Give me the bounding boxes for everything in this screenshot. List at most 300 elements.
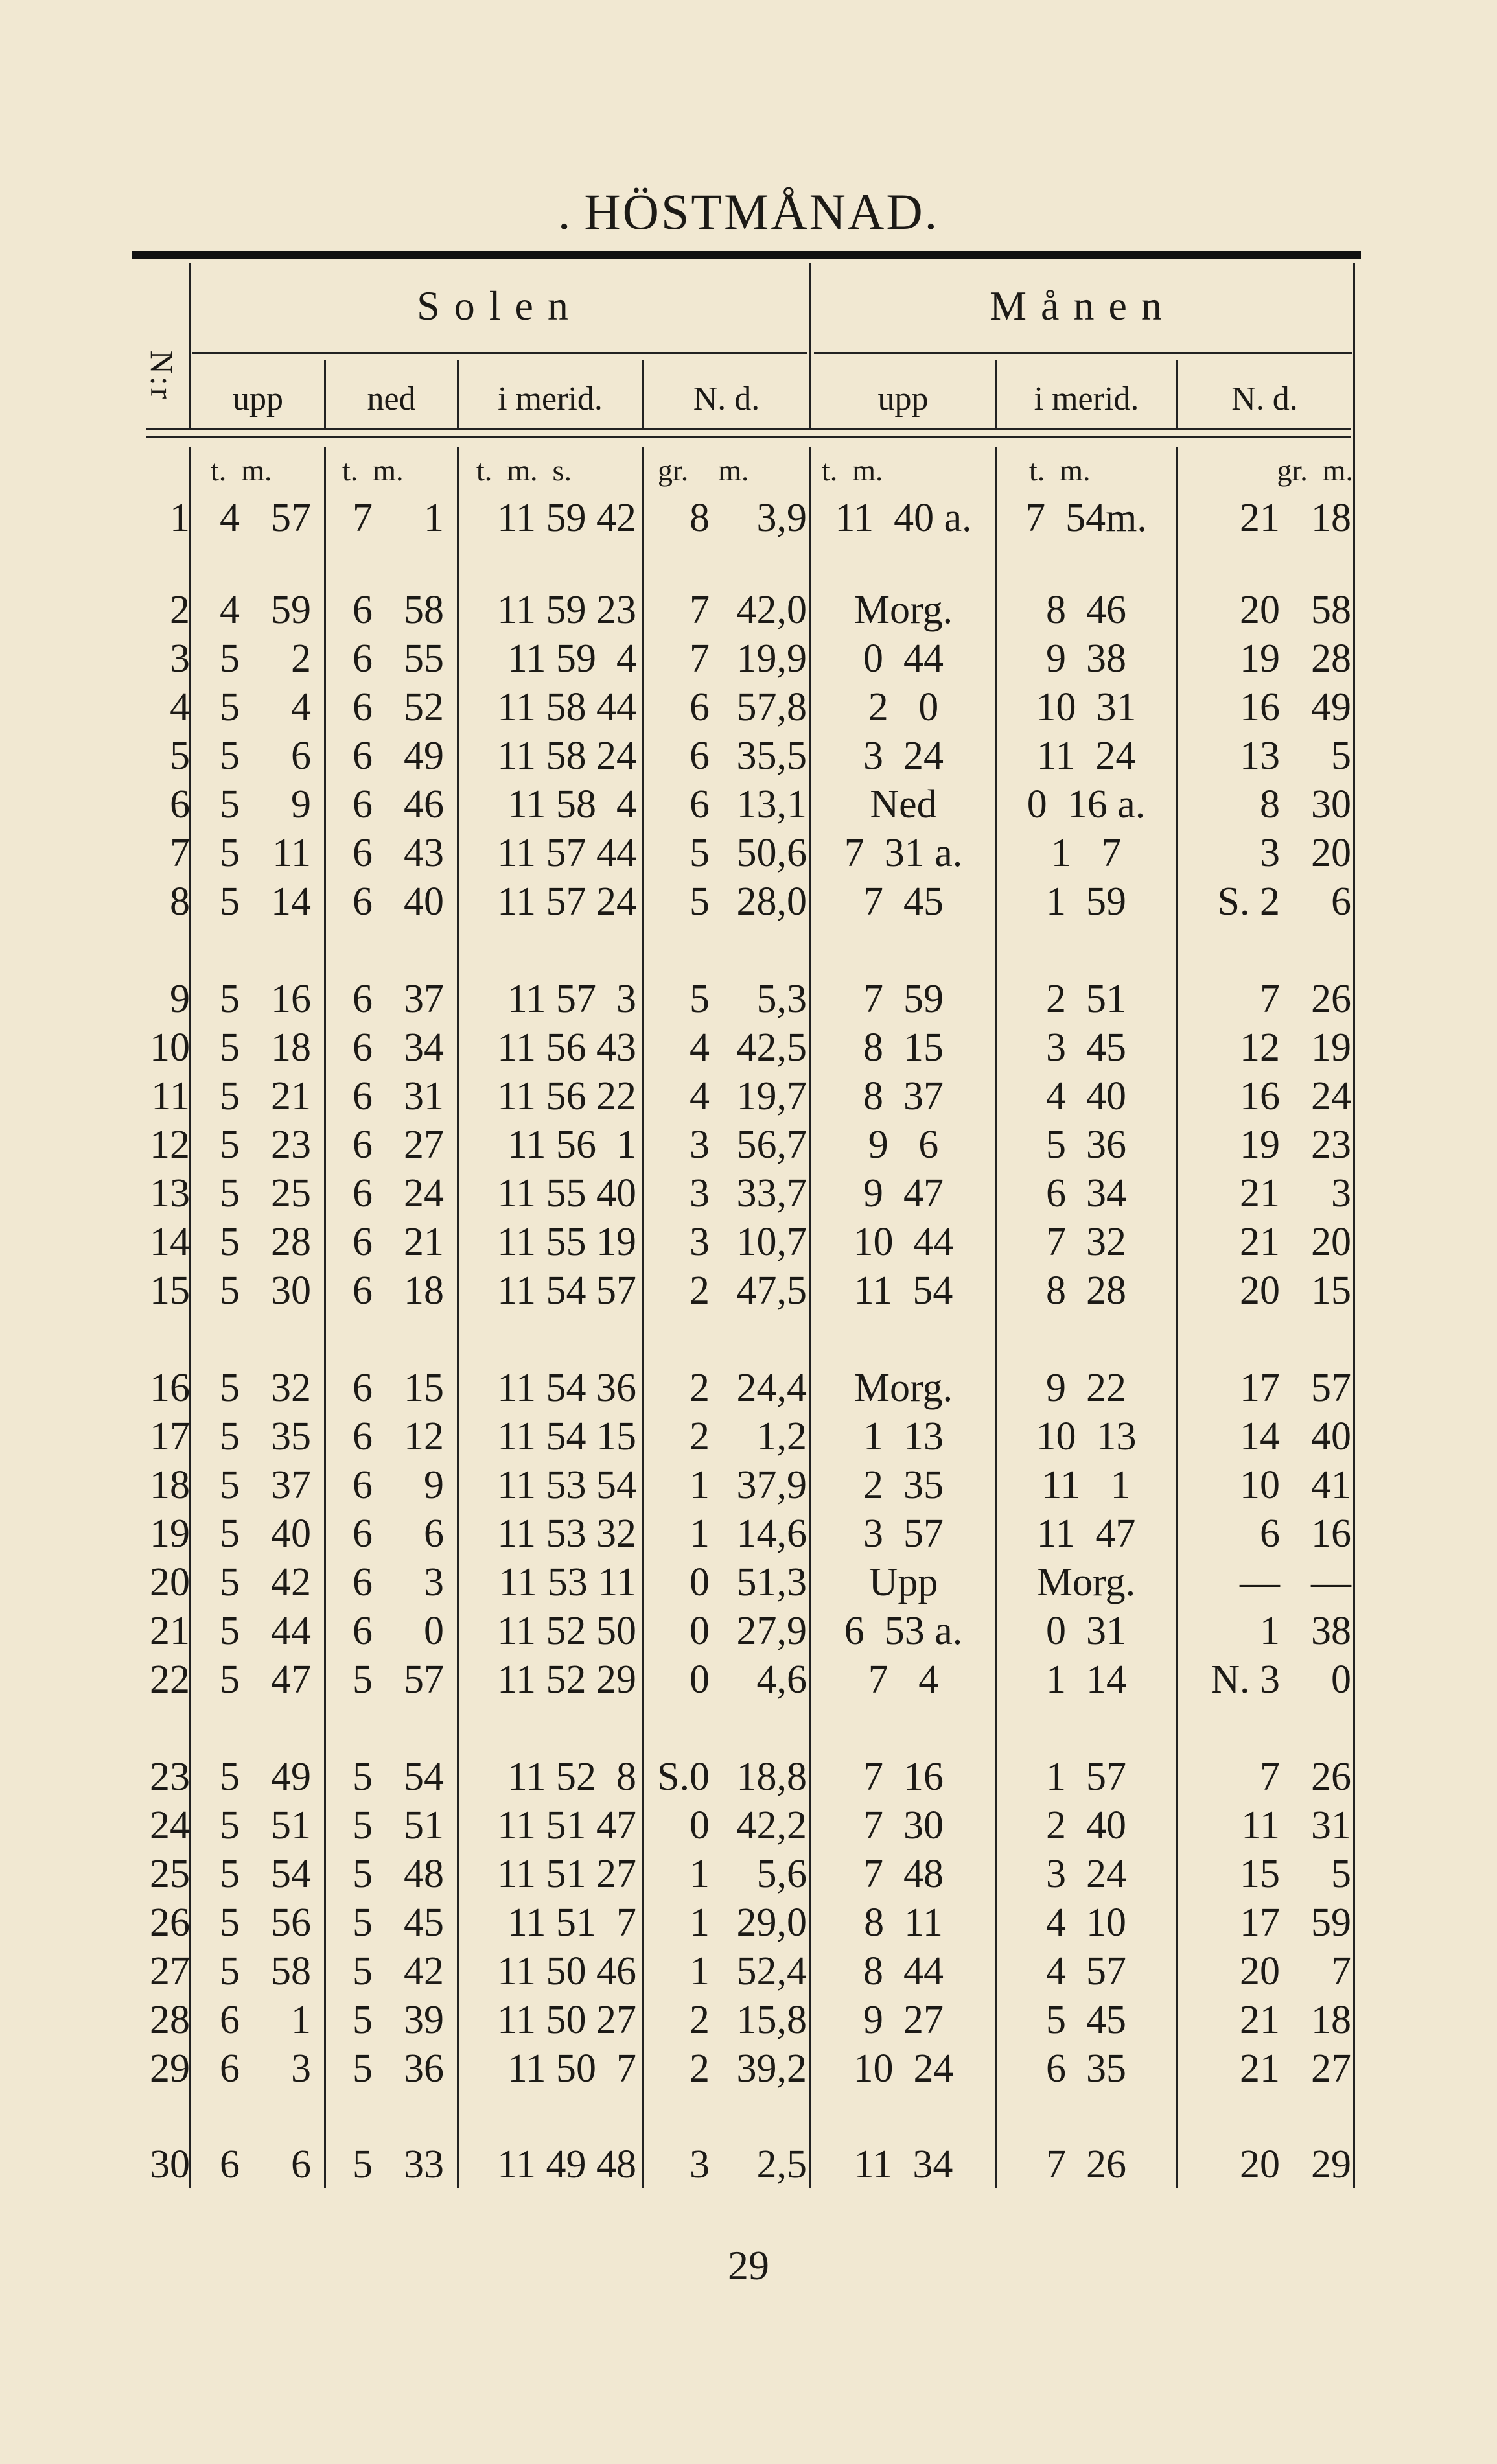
- day-number: 14: [150, 1220, 190, 1264]
- day-number: 25: [150, 1852, 190, 1896]
- moon-rise-time: 11 40 a.: [835, 496, 972, 540]
- sun-set-hour: 6: [353, 831, 373, 875]
- sun-rise-hour: 6: [220, 1998, 240, 2042]
- unit-sun-declination: gr. m.: [658, 454, 749, 487]
- moon-rise-time: 11 34: [853, 2142, 953, 2187]
- sun-set-hour: 6: [353, 1609, 373, 1653]
- moon-declination-minutes: 27: [1311, 2047, 1351, 2091]
- page-number: 29: [728, 2242, 769, 2288]
- moon-rise-time: Upp: [868, 1560, 938, 1604]
- sun-declination-minutes: 57,8: [736, 685, 807, 729]
- moon-meridian-time: 3 24: [1046, 1852, 1126, 1896]
- sun-meridian-time: 11 51 27: [497, 1852, 636, 1896]
- sun-meridian-header: i merid.: [498, 381, 603, 417]
- header-bottom-rule-2: [146, 436, 1351, 438]
- moon-declination-degrees: 19: [1240, 637, 1280, 681]
- sun-declination-degrees: 7: [690, 588, 710, 632]
- sun-declination-minutes: 5,6: [756, 1852, 807, 1896]
- moon-declination-minutes: 6: [1331, 880, 1351, 924]
- sun-set-hour: 6: [353, 1560, 373, 1604]
- sun-rise-minute: 47: [271, 1658, 311, 1702]
- moon-meridian-time: 2 51: [1046, 977, 1126, 1021]
- moon-meridian-time: 7 26: [1046, 2142, 1126, 2187]
- moon-declination-minutes: 20: [1311, 831, 1351, 875]
- sun-meridian-time: 11 53 54: [497, 1463, 636, 1507]
- moon-declination-degrees: 6: [1260, 1512, 1280, 1556]
- sun-declination-degrees: 2: [690, 1414, 710, 1459]
- sun-declination-degrees: 2: [690, 1998, 710, 2042]
- moon-declination-degrees: 21: [1240, 1220, 1280, 1264]
- unit-moon-declination: gr. m.: [1277, 454, 1353, 487]
- sun-rise-hour: 5: [220, 1220, 240, 1264]
- sun-rise-hour: 4: [220, 496, 240, 540]
- sun-declination-minutes: 4,6: [756, 1658, 807, 1702]
- moon-meridian-time: 8 46: [1046, 588, 1126, 632]
- moon-meridian-time: 10 13: [1036, 1414, 1137, 1459]
- moon-declination-header: N. d.: [1231, 381, 1298, 417]
- sun-header: Solen: [417, 283, 583, 329]
- moon-meridian-time: 3 45: [1046, 1026, 1126, 1070]
- moon-meridian-time: 1 59: [1046, 880, 1126, 924]
- moon-rise-time: 8 44: [863, 1949, 944, 1993]
- sun-meridian-time: 11 54 57: [497, 1269, 636, 1313]
- sun-rise-hour: 5: [220, 1074, 240, 1118]
- day-number: 13: [150, 1171, 190, 1215]
- sun-declination-degrees: 3: [690, 1123, 710, 1167]
- day-number: 2: [170, 588, 190, 632]
- day-number: 11: [151, 1074, 190, 1118]
- sun-rise-hour: 5: [220, 1414, 240, 1459]
- sun-set-minute: 40: [404, 880, 444, 924]
- moon-declination-degrees: 11: [1241, 1803, 1280, 1848]
- sun-declination-degrees: 1: [690, 1463, 710, 1507]
- sun-rise-hour: 5: [220, 880, 240, 924]
- sun-declination-minutes: 3,9: [756, 496, 807, 540]
- sun-set-hour: 7: [353, 496, 373, 540]
- sun-rise-hour: 5: [220, 1026, 240, 1070]
- moon-declination-degrees: 10: [1240, 1463, 1280, 1507]
- sun-declination-degrees: 0: [690, 1560, 710, 1604]
- sun-rise-minute: 9: [291, 782, 311, 827]
- moon-declination-degrees: 1: [1260, 1609, 1280, 1653]
- moon-rise-time: Morg.: [853, 1366, 953, 1410]
- moon-declination-minutes: 0: [1331, 1658, 1351, 1702]
- header-subrule-moon: [814, 352, 1352, 354]
- sun-declination-degrees: 6: [690, 685, 710, 729]
- sun-set-hour: 5: [353, 1658, 373, 1702]
- sun-declination-degrees: 3: [690, 1220, 710, 1264]
- moon-declination-minutes: —: [1311, 1560, 1351, 1604]
- sun-rise-minute: 25: [271, 1171, 311, 1215]
- sun-rise-minute: 35: [271, 1414, 311, 1459]
- sun-set-minute: 45: [404, 1901, 444, 1945]
- sun-rise-hour: 5: [220, 1366, 240, 1410]
- moon-meridian-time: 1 57: [1046, 1755, 1126, 1799]
- sun-set-hour: 6: [353, 880, 373, 924]
- moon-rise-time: 2 35: [863, 1463, 944, 1507]
- moon-rise-time: 0 44: [863, 637, 944, 681]
- sun-set-hour: 6: [353, 1026, 373, 1070]
- day-number: 4: [170, 685, 190, 729]
- unit-sun-set: t. m.: [342, 454, 404, 487]
- sun-set-minute: 9: [424, 1463, 444, 1507]
- sun-declination-degrees: 2: [690, 1366, 710, 1410]
- sun-declination-minutes: 42,2: [736, 1803, 807, 1848]
- sun-set-hour: 5: [353, 1852, 373, 1896]
- moon-rise-time: Morg.: [853, 588, 953, 632]
- day-number: 15: [150, 1269, 190, 1313]
- sun-declination-minutes: 42,0: [736, 588, 807, 632]
- sun-rise-hour: 6: [220, 2142, 240, 2187]
- sun-set-hour: 5: [353, 1755, 373, 1799]
- moon-declination-degrees: 8: [1260, 782, 1280, 827]
- sun-set-hour: 5: [353, 1949, 373, 1993]
- moon-meridian-time: 11 1: [1041, 1463, 1131, 1507]
- sun-rise-hour: 5: [220, 1560, 240, 1604]
- sun-rise-minute: 28: [271, 1220, 311, 1264]
- sun-set-minute: 0: [424, 1609, 444, 1653]
- title-rule: [132, 251, 1361, 259]
- moon-rise-time: 9 6: [868, 1123, 939, 1167]
- sun-meridian-time: 11 56 43: [497, 1026, 636, 1070]
- moon-declination-degrees: S. 2: [1217, 880, 1280, 924]
- moon-rise-time: 7 4: [868, 1658, 939, 1702]
- moon-declination-minutes: 18: [1311, 496, 1351, 540]
- moon-declination-degrees: 20: [1240, 1949, 1280, 1993]
- col-divider-moon-rise: [995, 447, 997, 2188]
- sun-meridian-time: 11 53 11: [498, 1560, 636, 1604]
- moon-meridian-time: Morg.: [1036, 1560, 1136, 1604]
- sun-meridian-time: 11 59 4: [507, 637, 636, 681]
- unit-moon-meridian: t. m.: [1029, 454, 1091, 487]
- moon-declination-minutes: 30: [1311, 782, 1351, 827]
- sun-rise-minute: 6: [291, 734, 311, 778]
- sun-rise-header: upp: [233, 381, 283, 417]
- sun-set-minute: 48: [404, 1852, 444, 1896]
- unit-sun-rise: t. m.: [211, 454, 272, 487]
- sun-set-minute: 42: [404, 1949, 444, 1993]
- sun-set-header: ned: [367, 381, 416, 417]
- sun-declination-degrees: 4: [690, 1026, 710, 1070]
- sun-rise-hour: 5: [220, 685, 240, 729]
- sun-declination-minutes: 56,7: [736, 1123, 807, 1167]
- sun-set-minute: 31: [404, 1074, 444, 1118]
- sun-declination-minutes: 47,5: [736, 1269, 807, 1313]
- moon-declination-degrees: 15: [1240, 1852, 1280, 1896]
- sun-declination-degrees: 0: [690, 1658, 710, 1702]
- sun-rise-minute: 21: [271, 1074, 311, 1118]
- sun-declination-degrees: 7: [690, 637, 710, 681]
- sun-rise-hour: 5: [220, 831, 240, 875]
- day-number: 24: [150, 1803, 190, 1848]
- sun-rise-minute: 16: [271, 977, 311, 1021]
- day-number: 10: [150, 1026, 190, 1070]
- sun-rise-hour: 5: [220, 734, 240, 778]
- moon-meridian-header: i merid.: [1034, 381, 1139, 417]
- sun-meridian-time: 11 51 47: [497, 1803, 636, 1848]
- moon-meridian-time: 1 7: [1050, 831, 1122, 875]
- moon-declination-degrees: 12: [1240, 1026, 1280, 1070]
- moon-declination-minutes: 24: [1311, 1074, 1351, 1118]
- moon-declination-degrees: 21: [1240, 496, 1280, 540]
- sun-set-hour: 5: [353, 2142, 373, 2187]
- moon-declination-minutes: 49: [1311, 685, 1351, 729]
- sun-rise-minute: 49: [271, 1755, 311, 1799]
- sun-rise-minute: 1: [291, 1998, 311, 2042]
- sun-set-hour: 6: [353, 977, 373, 1021]
- sun-declination-degrees: 1: [690, 1901, 710, 1945]
- col-divider-right-edge: [1353, 263, 1355, 2188]
- sun-declination-minutes: 50,6: [736, 831, 807, 875]
- sun-set-minute: 46: [404, 782, 444, 827]
- sun-rise-minute: 30: [271, 1269, 311, 1313]
- sun-meridian-time: 11 50 46: [497, 1949, 636, 1993]
- moon-declination-degrees: 19: [1240, 1123, 1280, 1167]
- sun-meridian-time: 11 57 24: [497, 880, 636, 924]
- sun-set-minute: 51: [404, 1803, 444, 1848]
- sun-declination-degrees: 8: [690, 496, 710, 540]
- sun-rise-hour: 5: [220, 1269, 240, 1313]
- sun-set-minute: 21: [404, 1220, 444, 1264]
- sun-declination-minutes: 28,0: [736, 880, 807, 924]
- sun-set-hour: 6: [353, 1269, 373, 1313]
- sun-meridian-time: 11 58 24: [497, 734, 636, 778]
- sun-declination-minutes: 15,8: [736, 1998, 807, 2042]
- moon-meridian-time: 0 31: [1046, 1609, 1126, 1653]
- moon-declination-degrees: 17: [1240, 1366, 1280, 1410]
- sun-set-hour: 5: [353, 1803, 373, 1848]
- sun-meridian-time: 11 59 42: [497, 496, 636, 540]
- sun-declination-minutes: 19,7: [736, 1074, 807, 1118]
- sun-rise-minute: 57: [271, 496, 311, 540]
- moon-header: Månen: [990, 283, 1176, 329]
- sun-rise-hour: 5: [220, 1171, 240, 1215]
- sun-set-minute: 34: [404, 1026, 444, 1070]
- sun-declination-minutes: 10,7: [736, 1220, 807, 1264]
- moon-rise-time: 6 53 a.: [844, 1609, 963, 1653]
- moon-declination-degrees: 16: [1240, 1074, 1280, 1118]
- sun-rise-minute: 58: [271, 1949, 311, 1993]
- moon-meridian-time: 9 22: [1046, 1366, 1126, 1410]
- page-title: [0, 183, 1497, 241]
- sun-meridian-time: 11 53 32: [497, 1512, 636, 1556]
- sun-declination-minutes: 52,4: [736, 1949, 807, 1993]
- day-number: 1: [170, 496, 190, 540]
- sun-meridian-time: 11 50 7: [507, 2047, 636, 2091]
- sun-set-minute: 27: [404, 1123, 444, 1167]
- day-number: 21: [150, 1609, 190, 1653]
- moon-meridian-time: 11 24: [1036, 734, 1136, 778]
- moon-declination-degrees: 20: [1240, 588, 1280, 632]
- sun-set-minute: 37: [404, 977, 444, 1021]
- moon-declination-degrees: 7: [1260, 1755, 1280, 1799]
- moon-rise-time: 3 24: [863, 734, 944, 778]
- unit-sun-meridian: t. m. s.: [476, 454, 572, 487]
- sun-declination-minutes: 37,9: [736, 1463, 807, 1507]
- sun-set-hour: 6: [353, 1220, 373, 1264]
- moon-meridian-time: 7 32: [1046, 1220, 1126, 1264]
- moon-meridian-time: 4 57: [1046, 1949, 1126, 1993]
- day-number: 5: [170, 734, 190, 778]
- moon-declination-minutes: 26: [1311, 977, 1351, 1021]
- moon-declination-degrees: 20: [1240, 1269, 1280, 1313]
- sun-rise-minute: 4: [291, 685, 311, 729]
- sun-rise-hour: 5: [220, 1123, 240, 1167]
- unit-moon-rise: t. m.: [822, 454, 883, 487]
- sun-set-minute: 43: [404, 831, 444, 875]
- sun-declination-minutes: 5,3: [756, 977, 807, 1021]
- day-number: 26: [150, 1901, 190, 1945]
- sun-rise-minute: 18: [271, 1026, 311, 1070]
- sun-meridian-time: 11 55 19: [497, 1220, 636, 1264]
- sun-declination-minutes: 13,1: [736, 782, 807, 827]
- sun-declination-minutes: 35,5: [736, 734, 807, 778]
- moon-meridian-time: 8 28: [1046, 1269, 1126, 1313]
- day-number: 12: [150, 1123, 190, 1167]
- moon-rise-time: 7 45: [863, 880, 944, 924]
- moon-declination-degrees: 7: [1260, 977, 1280, 1021]
- moon-declination-minutes: 31: [1311, 1803, 1351, 1848]
- day-number: 7: [170, 831, 190, 875]
- moon-declination-degrees: N. 3: [1211, 1658, 1280, 1702]
- col-divider-sun-rise: [324, 447, 326, 2188]
- day-number: 17: [150, 1414, 190, 1459]
- moon-meridian-time: 1 14: [1046, 1658, 1126, 1702]
- moon-declination-degrees: 13: [1240, 734, 1280, 778]
- sun-meridian-time: 11 55 40: [497, 1171, 636, 1215]
- sun-meridian-time: 11 52 8: [507, 1755, 636, 1799]
- moon-rise-header: upp: [877, 381, 929, 417]
- moon-rise-time: 1 13: [863, 1414, 944, 1459]
- moon-declination-minutes: 26: [1311, 1755, 1351, 1799]
- col-divider-sun-declination: [809, 447, 811, 2188]
- day-number: 6: [170, 782, 190, 827]
- moon-meridian-time: 0 16 a.: [1027, 782, 1146, 827]
- sun-meridian-time: 11 56 1: [507, 1123, 636, 1167]
- col-divider-sun-set: [457, 447, 459, 2188]
- sun-meridian-time: 11 54 36: [497, 1366, 636, 1410]
- sun-declination-minutes: 2,5: [756, 2142, 807, 2187]
- sun-set-hour: 5: [353, 1998, 373, 2042]
- header-subrule-sun: [192, 352, 807, 354]
- sun-set-hour: 5: [353, 2047, 373, 2091]
- sun-meridian-time: 11 58 4: [507, 782, 636, 827]
- moon-declination-degrees: 16: [1240, 685, 1280, 729]
- day-number: 16: [150, 1366, 190, 1410]
- sun-meridian-time: 11 58 44: [497, 685, 636, 729]
- moon-declination-minutes: 7: [1331, 1949, 1351, 1993]
- sun-declination-minutes: 27,9: [736, 1609, 807, 1653]
- sun-set-hour: 6: [353, 1171, 373, 1215]
- day-number: 23: [150, 1755, 190, 1799]
- moon-rise-time: 7 31 a.: [844, 831, 963, 875]
- moon-declination-minutes: 40: [1311, 1414, 1351, 1459]
- moon-rise-time: 11 54: [853, 1269, 953, 1313]
- moon-rise-time: 10 44: [853, 1220, 954, 1264]
- moon-declination-minutes: 28: [1311, 637, 1351, 681]
- moon-declination-minutes: 57: [1311, 1366, 1351, 1410]
- sun-meridian-time: 11 51 7: [507, 1901, 636, 1945]
- sun-meridian-time: 11 52 50: [497, 1609, 636, 1653]
- sun-declination-minutes: 14,6: [736, 1512, 807, 1556]
- sun-rise-minute: 23: [271, 1123, 311, 1167]
- sun-set-minute: 39: [404, 1998, 444, 2042]
- sun-set-minute: 15: [404, 1366, 444, 1410]
- day-number: 27: [150, 1949, 190, 1993]
- sun-set-hour: 6: [353, 734, 373, 778]
- sun-set-hour: 6: [353, 1074, 373, 1118]
- moon-declination-degrees: 21: [1240, 1171, 1280, 1215]
- day-number: 30: [150, 2142, 190, 2187]
- sun-rise-minute: 44: [271, 1609, 311, 1653]
- sun-set-minute: 36: [404, 2047, 444, 2091]
- sun-set-hour: 6: [353, 1463, 373, 1507]
- sun-rise-minute: 54: [271, 1852, 311, 1896]
- sun-rise-minute: 3: [291, 2047, 311, 2091]
- sun-set-minute: 57: [404, 1658, 444, 1702]
- sun-declination-degrees: 3: [690, 1171, 710, 1215]
- sun-meridian-time: 11 52 29: [497, 1658, 636, 1702]
- moon-declination-minutes: 19: [1311, 1026, 1351, 1070]
- sun-declination-degrees: S.0: [657, 1755, 710, 1799]
- sun-meridian-time: 11 50 27: [497, 1998, 636, 2042]
- sun-set-minute: 1: [424, 496, 444, 540]
- moon-declination-minutes: 5: [1331, 734, 1351, 778]
- sun-set-minute: 24: [404, 1171, 444, 1215]
- moon-rise-time: 8 37: [863, 1074, 944, 1118]
- day-number: 28: [150, 1998, 190, 2042]
- sun-rise-minute: 37: [271, 1463, 311, 1507]
- day-number: 9: [170, 977, 190, 1021]
- sun-rise-hour: 4: [220, 588, 240, 632]
- sun-set-minute: 3: [424, 1560, 444, 1604]
- title-text: HÖSTMÅNAD.: [584, 183, 940, 240]
- sun-rise-minute: 6: [291, 2142, 311, 2187]
- sun-rise-hour: 5: [220, 782, 240, 827]
- moon-rise-time: 9 27: [863, 1998, 944, 2042]
- moon-declination-minutes: 5: [1331, 1852, 1351, 1896]
- sun-set-hour: 6: [353, 1123, 373, 1167]
- sun-rise-hour: 5: [220, 1949, 240, 1993]
- sun-rise-minute: 51: [271, 1803, 311, 1848]
- day-number: 22: [150, 1658, 190, 1702]
- sun-meridian-time: 11 56 22: [497, 1074, 636, 1118]
- moon-meridian-time: 5 45: [1046, 1998, 1126, 2042]
- sun-declination-degrees: 6: [690, 734, 710, 778]
- sun-declination-degrees: 2: [690, 2047, 710, 2091]
- moon-declination-minutes: 38: [1311, 1609, 1351, 1653]
- moon-rise-time: 7 30: [863, 1803, 944, 1848]
- moon-meridian-time: 6 35: [1046, 2047, 1126, 2091]
- moon-rise-time: 8 11: [864, 1901, 943, 1945]
- moon-rise-time: 7 48: [863, 1852, 944, 1896]
- moon-meridian-time: 2 40: [1046, 1803, 1126, 1848]
- sun-declination-minutes: 33,7: [736, 1171, 807, 1215]
- sun-set-minute: 18: [404, 1269, 444, 1313]
- moon-declination-minutes: 23: [1311, 1123, 1351, 1167]
- sun-declination-degrees: 5: [690, 977, 710, 1021]
- moon-declination-minutes: 3: [1331, 1171, 1351, 1215]
- day-number: 18: [150, 1463, 190, 1507]
- moon-rise-time: 2 0: [868, 685, 939, 729]
- moon-meridian-time: 7 54m.: [1025, 496, 1147, 540]
- sun-declination-header: N. d.: [693, 381, 760, 417]
- sun-set-hour: 6: [353, 1366, 373, 1410]
- sun-rise-hour: 5: [220, 1463, 240, 1507]
- header-bottom-rule: [146, 428, 1351, 430]
- nr-header: N:r: [144, 350, 180, 402]
- moon-meridian-time: 11 47: [1036, 1512, 1136, 1556]
